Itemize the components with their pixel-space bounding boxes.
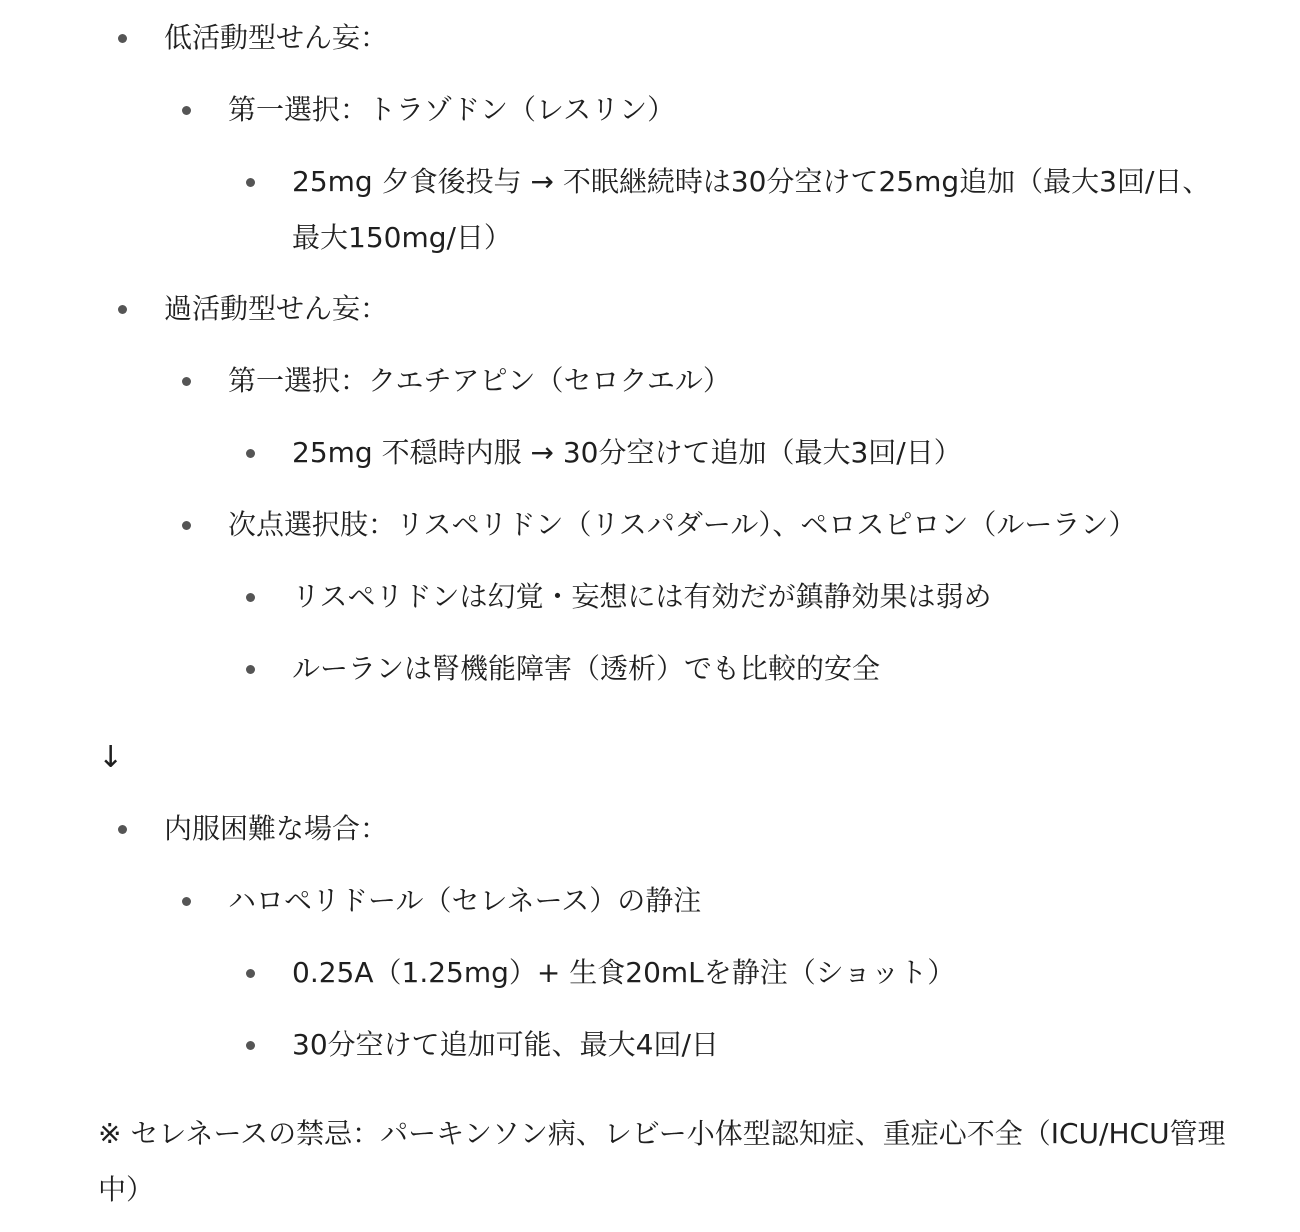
list-item-hypoactive <box>164 10 388 66</box>
list-item-label: 25mg 不穏時内服 → 30分空けて追加（最大3回/日） <box>292 436 962 469</box>
list-item-label: ハロペリドール（セレネース）の静注 <box>228 884 702 917</box>
bullet-icon <box>182 897 191 906</box>
bullet-icon <box>118 305 127 314</box>
list-item-hyperactive-second-choice <box>228 497 1136 553</box>
contraindication-note: ※ セレネースの禁忌：パーキンソン病、レビー小体型認知症、重症心不全（ICU/HCU管理中） <box>98 1117 1226 1206</box>
list-item-haloperidol-detail-2 <box>292 1017 719 1073</box>
list-item-hyperactive <box>164 281 388 337</box>
bullet-icon <box>246 969 255 978</box>
list-item-label: 第一選択：クエチアピン（セロクエル） <box>228 364 731 397</box>
list-item-label: 第一選択：トラゾドン（レスリン） <box>228 93 676 126</box>
bullet-icon <box>246 665 255 674</box>
bullet-icon <box>182 521 191 530</box>
down-arrow-icon: ↓ <box>98 740 124 775</box>
list-item-hyperactive-second-detail-1 <box>292 569 991 625</box>
list-item-hypoactive-first-choice <box>228 82 675 138</box>
list-item-haloperidol <box>228 873 701 929</box>
bullet-icon <box>118 34 127 43</box>
bullet-icon <box>182 106 191 115</box>
list-item-label: 内服困難な場合： <box>164 812 389 845</box>
list-item-hyperactive-second-detail-2 <box>292 641 880 697</box>
bullet-icon <box>118 825 127 834</box>
list-item-label: 低活動型せん妄： <box>164 21 389 54</box>
list-item-label: 30分空けて追加可能、最大4回/日 <box>292 1028 719 1061</box>
list-item-label: 0.25A（1.25mg）+ 生食20mLを静注（ショット） <box>292 956 956 989</box>
bullet-icon <box>246 1041 255 1050</box>
list-item-hypoactive-detail <box>292 154 1212 266</box>
list-item-haloperidol-detail-1 <box>292 945 955 1001</box>
list-item-label: リスペリドンは幻覚・妄想には有効だが鎮静効果は弱め <box>292 580 992 613</box>
list-item-hyperactive-first-detail <box>292 425 962 481</box>
bullet-icon <box>246 593 255 602</box>
list-item-hyperactive-first-choice <box>228 353 731 409</box>
bullet-icon <box>182 377 191 386</box>
list-item-oral-difficult <box>164 801 388 857</box>
bullet-icon <box>246 178 255 187</box>
list-item-label: ルーランは腎機能障害（透析）でも比較的安全 <box>292 652 881 685</box>
bullet-icon <box>246 449 255 458</box>
list-item-label: 次点選択肢：リスペリドン（リスパダール）、ペロスピロン（ルーラン） <box>228 508 1137 541</box>
list-item-label: 25mg 夕食後投与 → 不眠継続時は30分空けて25mg追加（最大3回/日、最大150mg/日） <box>292 165 1211 254</box>
list-item-label: 過活動型せん妄： <box>164 292 389 325</box>
